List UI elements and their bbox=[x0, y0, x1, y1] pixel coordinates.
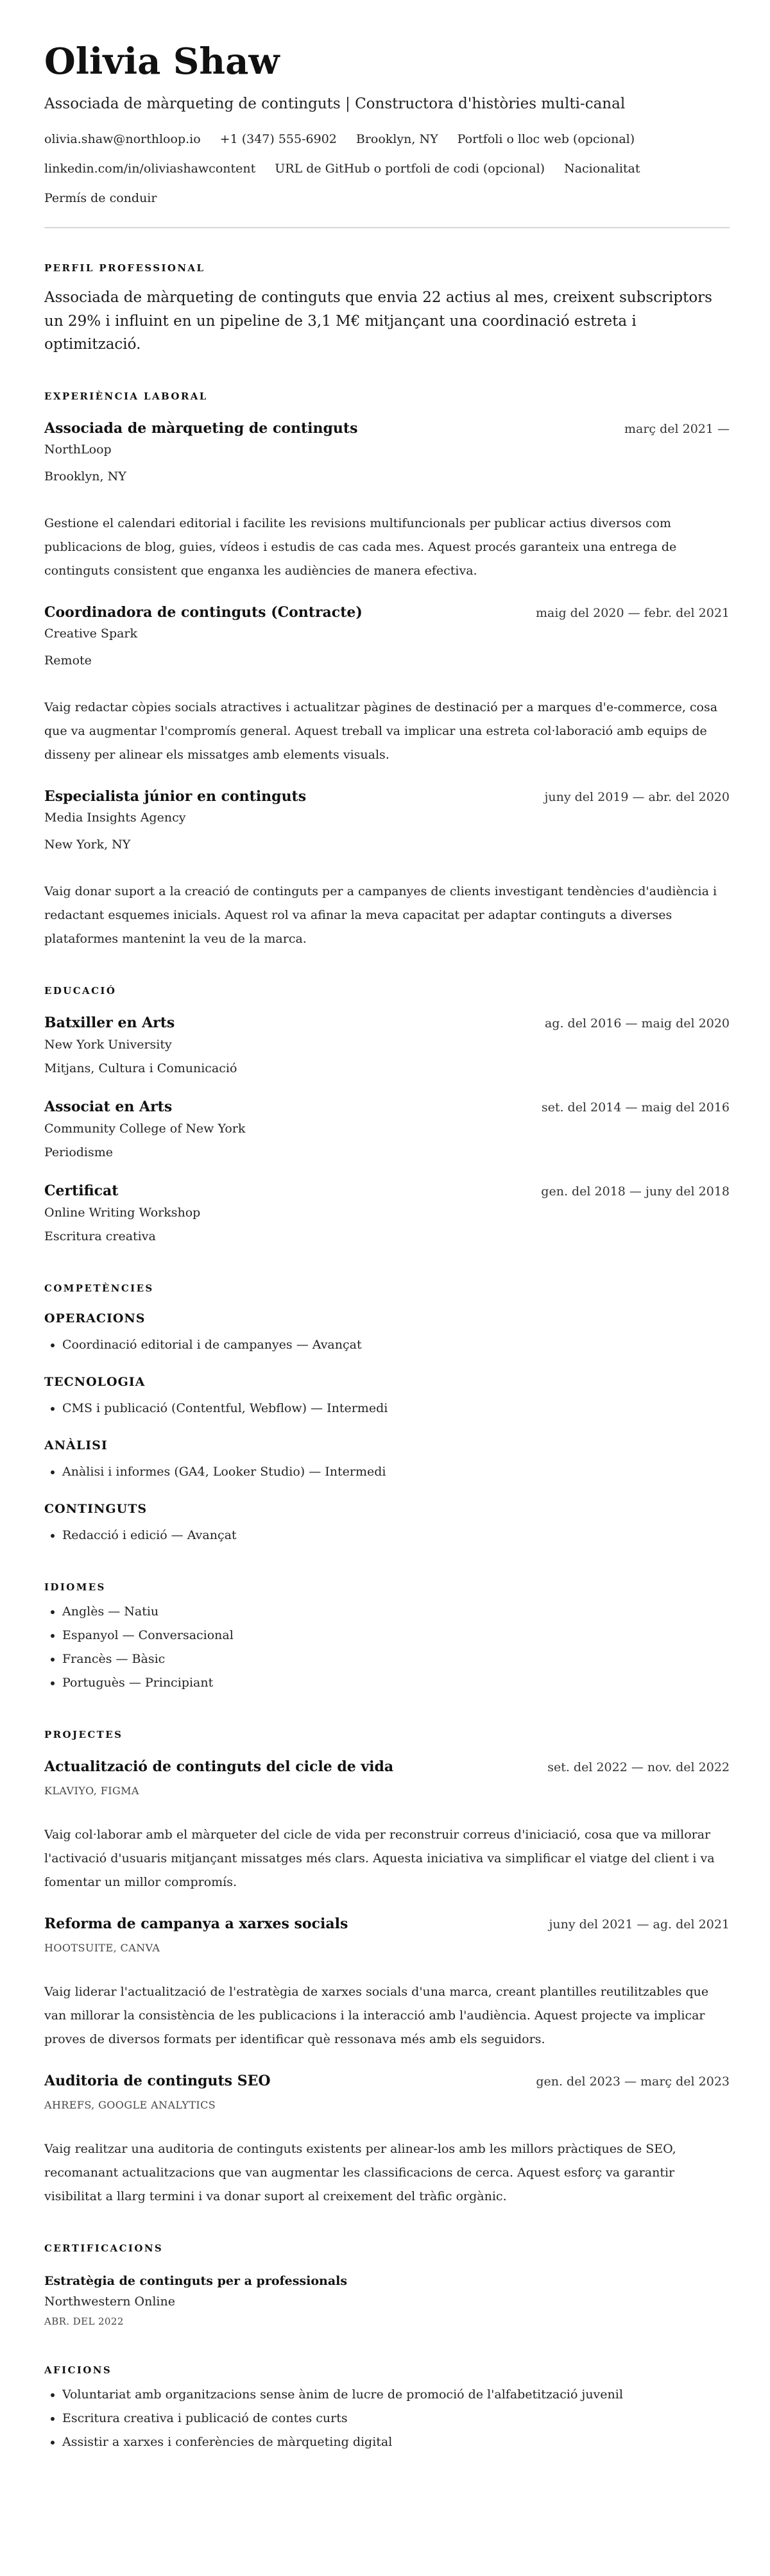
education-dates: ag. del 2016 — maig del 2020 bbox=[544, 1016, 730, 1031]
skill-category: ANÀLISI bbox=[44, 1438, 108, 1452]
education-item bbox=[44, 1013, 730, 1081]
job-dates: març del 2021 — bbox=[624, 421, 730, 436]
project-title: Actualització de continguts del cicle de vida bbox=[44, 1758, 394, 1775]
project-description: Vaig realitzar una auditoria de continguts existents per alinear-los amb les millors pràctiques de SEO, recomanant actualitzacions que van augmentar les classificacions de cerca. Aquest esforç va garantir visibilitat a llarg termini i va donar suport al creixement del tràfic orgànic. bbox=[44, 2141, 676, 2203]
certification-title: Estratègia de continguts per a professionals bbox=[44, 2273, 348, 2288]
section-heading: AFICIONS bbox=[44, 2364, 112, 2376]
projects-section bbox=[44, 1728, 730, 2209]
job-location: Remote bbox=[44, 653, 92, 668]
school: Online Writing Workshop bbox=[44, 1205, 201, 1220]
skill-category: OPERACIONS bbox=[44, 1311, 146, 1326]
experience-section bbox=[44, 390, 730, 951]
project-description: Vaig liderar l'actualització de l'estratègia de xarxes socials d'una marca, creant plantilles reutilitzables que van millorar la consistència de les publicacions i la interacció amb l'audiència. Aquest projecte va implicar proves de diversos formats per identificar què ressonava més amb els seguidors. bbox=[44, 1984, 709, 2046]
field-of-study: Mitjans, Cultura i Comunicació bbox=[44, 1061, 237, 1075]
certifications-section bbox=[44, 2242, 730, 2330]
project-tech: KLAVIYO, FIGMA bbox=[44, 1784, 139, 1797]
skill-item: • Coordinació editorial i de campanyes — Avançat bbox=[62, 1333, 730, 1357]
section-heading: COMPETÈNCIES bbox=[44, 1282, 154, 1294]
school: Community College of New York bbox=[44, 1121, 246, 1136]
project-title: Reforma de campanya a xarxes socials bbox=[44, 1915, 348, 1932]
education-item bbox=[44, 1181, 730, 1249]
skill-category: CONTINGUTS bbox=[44, 1501, 148, 1516]
candidate-name: Olivia Shaw bbox=[44, 40, 280, 83]
project-item bbox=[44, 1914, 730, 2051]
language-item: • Francès — Bàsic bbox=[62, 1647, 730, 1671]
experience-item bbox=[44, 786, 730, 951]
skills-section bbox=[44, 1282, 730, 1547]
hobby-item: • Assistir a xarxes i conferències de màrqueting digital bbox=[62, 2430, 730, 2454]
job-description: Vaig donar suport a la creació de continguts per a campanyes de clients investigant tendències d'audiència i redactant esquemes inicials. Aquest rol va afinar la meva capacitat per adaptar continguts a diverses plataformes mantenint la veu de la marca. bbox=[44, 884, 717, 946]
profile-section bbox=[44, 262, 730, 357]
job-location: Brooklyn, NY bbox=[44, 469, 126, 484]
degree: Batxiller en Arts bbox=[44, 1014, 175, 1031]
field-of-study: Periodisme bbox=[44, 1145, 114, 1159]
hobby-list bbox=[44, 2383, 730, 2454]
company: Creative Spark bbox=[44, 626, 138, 641]
contact-linkedin[interactable]: linkedin.com/in/oliviashawcontent bbox=[44, 162, 256, 176]
contact-github[interactable]: URL de GitHub o portfoli de codi (opcional) bbox=[275, 162, 545, 176]
languages-section bbox=[44, 1581, 730, 1695]
field-of-study: Escritura creativa bbox=[44, 1229, 156, 1243]
project-tech: AHREFS, GOOGLE ANALYTICS bbox=[44, 2098, 216, 2111]
contact-portfolio[interactable]: Portfoli o lloc web (opcional) bbox=[457, 132, 635, 146]
hobby-item: • Voluntariat amb organitzacions sense ànim de lucre de promoció de l'alfabetització juvenil bbox=[62, 2383, 730, 2407]
job-description: Vaig redactar còpies socials atractives i actualitzar pàgines de destinació per a marques d'e-commerce, cosa que va augmentar l'compromís general. Aquest treball va implicar una estreta col·laboració amb equips de disseny per alinear els missatges amb elements visuals. bbox=[44, 700, 718, 762]
skill-list bbox=[44, 1397, 730, 1420]
language-item: • Anglès — Natiu bbox=[62, 1600, 730, 1624]
profile-summary: Associada de màrqueting de continguts que envia 22 actius al mes, creixent subscriptors un 29% i influint en un pipeline de 3,1 M€ mitjançant una coordinació estreta i optimització. bbox=[44, 289, 712, 353]
section-heading: PROJECTES bbox=[44, 1728, 123, 1740]
skill-item: • Redacció i edició — Avançat bbox=[62, 1524, 730, 1547]
project-item bbox=[44, 2071, 730, 2209]
hobby-item: • Escritura creativa i publicació de contes curts bbox=[62, 2407, 730, 2430]
hobbies-section bbox=[44, 2364, 730, 2454]
job-dates: maig del 2020 — febr. del 2021 bbox=[536, 605, 730, 620]
experience-item bbox=[44, 602, 730, 767]
section-heading: IDIOMES bbox=[44, 1581, 106, 1593]
contact-email[interactable]: olivia.shaw@northloop.io bbox=[44, 132, 201, 146]
contact-list bbox=[44, 124, 730, 213]
language-item: • Portuguès — Principiant bbox=[62, 1671, 730, 1695]
job-title: Especialista júnior en continguts bbox=[44, 787, 307, 805]
section-heading: EXPERIÈNCIA LABORAL bbox=[44, 390, 208, 402]
company: NorthLoop bbox=[44, 442, 112, 457]
contact-phone[interactable]: +1 (347) 555-6902 bbox=[219, 132, 337, 146]
school: New York University bbox=[44, 1037, 172, 1052]
company: Media Insights Agency bbox=[44, 810, 186, 825]
contact-driving-license: Permís de conduir bbox=[44, 191, 157, 205]
job-location: New York, NY bbox=[44, 837, 131, 852]
skill-item: • CMS i publicació (Contentful, Webflow) — Intermedi bbox=[62, 1397, 730, 1420]
skill-list bbox=[44, 1524, 730, 1547]
skill-list bbox=[44, 1333, 730, 1357]
project-dates: gen. del 2023 — març del 2023 bbox=[536, 2074, 730, 2089]
project-dates: juny del 2021 — ag. del 2021 bbox=[549, 1917, 730, 1932]
headline: Associada de màrqueting de continguts | Constructora d'històries multi-canal bbox=[44, 96, 626, 112]
language-item: • Espanyol — Conversacional bbox=[62, 1624, 730, 1647]
skill-category: TECNOLOGIA bbox=[44, 1374, 146, 1389]
job-title: Associada de màrqueting de continguts bbox=[44, 419, 358, 437]
header-divider bbox=[44, 227, 730, 228]
education-section bbox=[44, 984, 730, 1249]
contact-nationality: Nacionalitat bbox=[564, 162, 640, 176]
skill-item: • Anàlisi i informes (GA4, Looker Studio) — Intermedi bbox=[62, 1460, 730, 1484]
section-heading: CERTIFICACIONS bbox=[44, 2242, 164, 2254]
education-dates: set. del 2014 — maig del 2016 bbox=[541, 1100, 730, 1115]
job-description: Gestione el calendari editorial i facilite les revisions multifuncionals per publicar actius diversos com publicacions de blog, guies, vídeos i estudis de cas cada mes. Aquest procés garanteix una entrega de continguts consistent que enganxa les audiències de manera efectiva. bbox=[44, 516, 677, 578]
project-item bbox=[44, 1756, 730, 1894]
section-heading: PERFIL PROFESSIONAL bbox=[44, 262, 205, 274]
certification-issuer: Northwestern Online bbox=[44, 2294, 175, 2309]
contact-location: Brooklyn, NY bbox=[355, 132, 438, 146]
job-title: Coordinadora de continguts (Contracte) bbox=[44, 603, 363, 621]
degree: Associat en Arts bbox=[44, 1098, 173, 1115]
job-dates: juny del 2019 — abr. del 2020 bbox=[544, 789, 730, 804]
experience-item bbox=[44, 418, 730, 583]
language-list bbox=[44, 1600, 730, 1695]
degree: Certificat bbox=[44, 1182, 119, 1199]
project-dates: set. del 2022 — nov. del 2022 bbox=[547, 1760, 730, 1774]
project-title: Auditoria de continguts SEO bbox=[44, 2072, 271, 2089]
project-tech: HOOTSUITE, CANVA bbox=[44, 1941, 160, 1954]
education-dates: gen. del 2018 — juny del 2018 bbox=[541, 1184, 730, 1199]
certification-date: ABR. DEL 2022 bbox=[44, 2315, 124, 2327]
resume-header bbox=[44, 37, 730, 228]
project-description: Vaig col·laborar amb el màrqueter del cicle de vida per reconstruir correus d'iniciació, cosa que va millorar l'activació d'usuaris mitjançant missatges més clars. Aquesta iniciativa va simplificar el viatge del client i va fomentar un millor compromís. bbox=[44, 1827, 715, 1889]
section-heading: EDUCACIÓ bbox=[44, 984, 117, 997]
skill-list bbox=[44, 1460, 730, 1484]
education-item bbox=[44, 1097, 730, 1165]
